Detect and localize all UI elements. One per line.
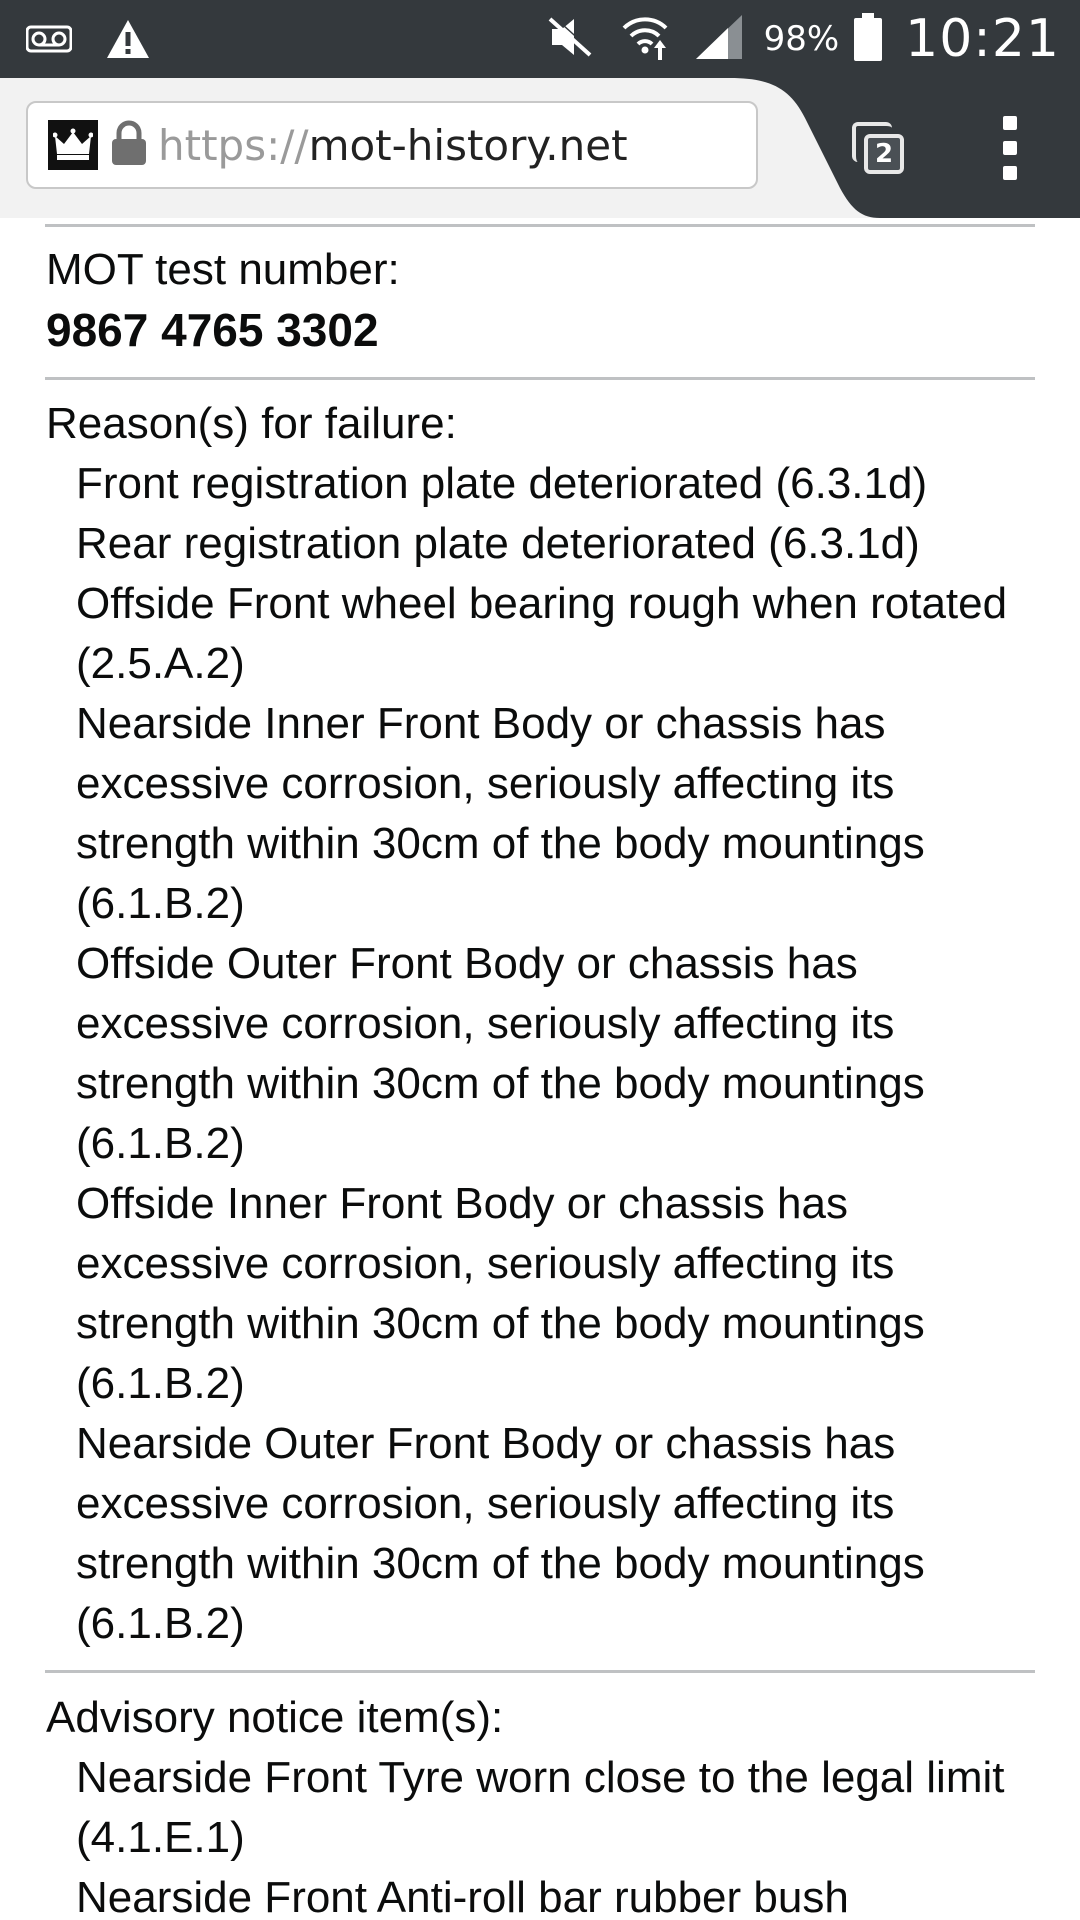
- url-bar[interactable]: [26, 101, 758, 189]
- crown-favicon-icon: [48, 120, 98, 170]
- test-number-value: 9867 4765 3302: [46, 304, 379, 356]
- failure-list: [76, 454, 1036, 1654]
- wifi-icon: [620, 12, 670, 66]
- failure-item: Offside Outer Front Body or chassis has excessive corrosion, seriously affecting its strength within 30cm of the body mountings (6.1.B.2): [76, 939, 925, 1168]
- lock-icon: [110, 120, 148, 170]
- page-content[interactable]: [0, 218, 1080, 1920]
- mute-icon: [546, 15, 594, 63]
- status-bar: [0, 0, 1080, 78]
- menu-dot: [1003, 166, 1017, 180]
- battery-percent: 98%: [763, 19, 840, 59]
- url-text[interactable]: [158, 121, 628, 170]
- url-scheme: https://: [158, 120, 309, 170]
- failure-item: Offside Front wheel bearing rough when rotated (2.5.A.2): [76, 579, 1008, 688]
- failure-item: Rear registration plate deteriorated (6.3.1d): [76, 519, 920, 568]
- failure-item: Front registration plate deteriorated (6.3.1d): [76, 459, 928, 508]
- divider: [45, 377, 1035, 380]
- tabs-button[interactable]: [844, 114, 906, 176]
- status-clock: 10:21: [905, 9, 1060, 69]
- failure-item: Nearside Outer Front Body or chassis has excessive corrosion, seriously affecting its strength within 30cm of the body mountings (6.1.B.2): [76, 1419, 925, 1648]
- failure-label: Reason(s) for failure:: [46, 399, 457, 448]
- advisory-item: Nearside Front Tyre worn close to the legal limit (4.1.E.1): [76, 1753, 1005, 1862]
- divider: [45, 224, 1035, 227]
- tab-count: 2: [864, 134, 904, 174]
- advisory-item: Nearside Front Anti-roll bar rubber bush: [76, 1873, 849, 1920]
- url-host: mot-history.net: [308, 120, 628, 170]
- overflow-menu-icon[interactable]: [992, 116, 1028, 180]
- warning-icon: [106, 18, 150, 64]
- battery-icon: [853, 12, 883, 66]
- failure-item: Nearside Inner Front Body or chassis has excessive corrosion, seriously affecting its strength within 30cm of the body mountings (6.1.B.2): [76, 699, 925, 928]
- menu-dot: [1003, 141, 1017, 155]
- failure-item: Offside Inner Front Body or chassis has excessive corrosion, seriously affecting its strength within 30cm of the body mountings (6.1.B.2): [76, 1179, 925, 1408]
- signal-icon: [694, 13, 744, 65]
- advisory-label: Advisory notice item(s):: [46, 1693, 504, 1742]
- voicemail-icon: [26, 24, 72, 58]
- menu-dot: [1003, 116, 1017, 130]
- advisory-list: [76, 1748, 1036, 1920]
- test-number-label: MOT test number:: [46, 245, 400, 294]
- divider: [45, 1670, 1035, 1673]
- browser-toolbar: [0, 78, 1080, 218]
